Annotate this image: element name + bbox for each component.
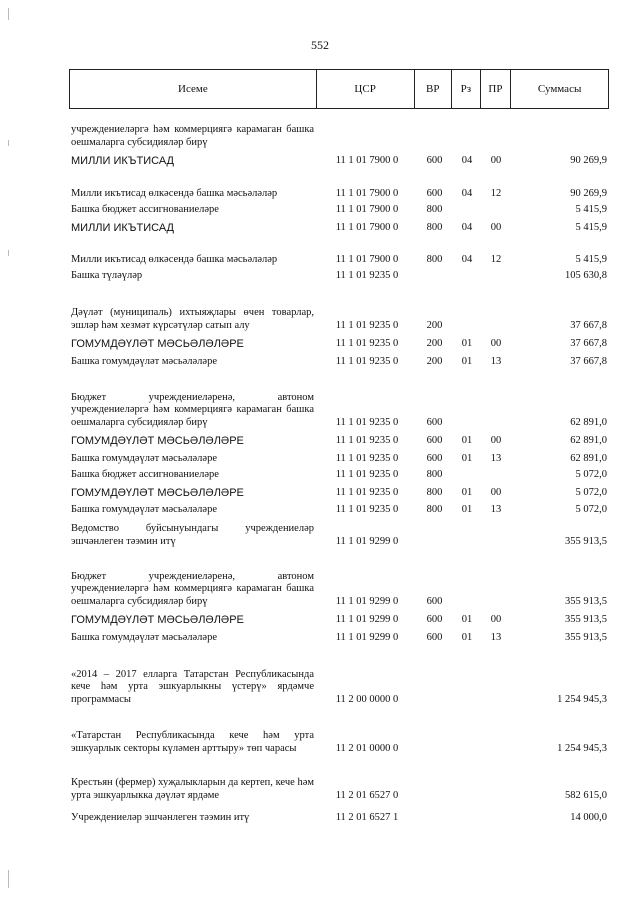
table-row (69, 266, 609, 282)
cell-sum: 14 000,0 (570, 811, 607, 823)
cell-sum: 37 667,8 (570, 319, 607, 331)
table-row (69, 368, 609, 429)
cell-sum: 37 667,8 (570, 337, 607, 349)
margin-mark (8, 250, 9, 256)
cell-vr: 600 (426, 595, 443, 607)
table-row (69, 282, 609, 332)
cell-csr: 11 1 01 7900 0 (335, 253, 399, 265)
table-row (69, 608, 609, 626)
header-sum: Суммасы (510, 70, 608, 108)
cell-pr: 00 (490, 613, 502, 625)
cell-vr: 800 (426, 503, 443, 515)
cell-sum: 90 269,9 (570, 154, 607, 166)
table-row (69, 481, 609, 499)
cell-vr: 600 (426, 631, 443, 643)
cell-rz: 01 (461, 486, 473, 498)
cell-csr: 11 1 01 9235 0 (335, 434, 399, 446)
table-row (69, 200, 609, 216)
cell-vr: 600 (426, 154, 443, 166)
cell-csr: 11 2 00 0000 0 (335, 693, 399, 705)
margin-mark (8, 8, 9, 20)
cell-pr: 00 (490, 434, 502, 446)
cell-csr: 11 1 01 9235 0 (335, 503, 399, 515)
cell-csr: 11 2 01 0000 0 (335, 742, 399, 754)
cell-name: Дәүләт (муниципаль) ихтыяҗлары өчен товарлар, эшләр һәм хезмәт күрсәтүләр сатып алу (71, 307, 314, 331)
cell-csr: 11 1 01 9299 0 (335, 613, 399, 625)
cell-pr: 00 (490, 486, 502, 498)
cell-rz: 04 (461, 187, 473, 199)
table-row (69, 465, 609, 481)
cell-csr: 11 1 01 7900 0 (335, 187, 399, 199)
cell-sum: 37 667,8 (570, 355, 607, 367)
table-header (69, 69, 609, 109)
table-body (69, 109, 609, 824)
cell-csr: 11 1 01 7900 0 (335, 221, 399, 233)
cell-name: Милли икътисад өлкәсендә башка мәсьәләләр (71, 187, 278, 199)
cell-pr: 00 (490, 221, 502, 233)
cell-vr: 600 (426, 187, 443, 199)
table-row (69, 350, 609, 368)
cell-sum: 355 913,5 (565, 613, 607, 625)
cell-pr: 13 (490, 452, 502, 464)
header-rz: Рз (451, 70, 480, 108)
cell-name: «Татарстан Республикасында кече һәм урта эшкуарлык секторы күләмен арттыру» төп чарасы (71, 730, 314, 754)
cell-name: Башка гомумдәүләт мәсьәләләре (71, 355, 217, 367)
cell-name: Бюджет учреждениеләренә, автоном учреждениеләргә һәм коммерциягә карамаган башка оешмаларга субсидияләр бирү (71, 391, 314, 428)
cell-name: учреждениеләргә һәм коммерциягә карамаган башка оешмаларга субсидияләр бирү (71, 124, 314, 148)
cell-rz: 01 (461, 337, 473, 349)
cell-csr: 11 1 01 9299 0 (335, 595, 399, 607)
cell-vr: 600 (426, 613, 443, 625)
cell-sum: 5 415,9 (575, 203, 607, 215)
cell-sum: 62 891,0 (570, 452, 607, 464)
cell-rz: 04 (461, 253, 473, 265)
cell-vr: 600 (426, 452, 443, 464)
table-row (69, 802, 609, 824)
cell-pr: 12 (490, 187, 502, 199)
cell-sum: 5 415,9 (575, 221, 607, 233)
cell-csr: 11 1 01 9235 0 (335, 416, 399, 428)
cell-vr: 200 (426, 355, 443, 367)
header-vr: ВР (414, 70, 452, 108)
margin-mark (8, 870, 9, 888)
cell-csr: 11 2 01 6527 1 (335, 811, 399, 823)
cell-csr: 11 1 01 7900 0 (335, 203, 399, 215)
cell-sum: 5 072,0 (575, 503, 607, 515)
cell-name: ГОМУМДӘҮЛӘТ МӘСЬӘЛӘЛӘРЕ (71, 486, 244, 499)
table-row (69, 548, 609, 608)
cell-name: Башка бюджет ассигнованиеләре (71, 203, 219, 215)
cell-sum: 62 891,0 (570, 434, 607, 446)
cell-csr: 11 1 01 9235 0 (335, 337, 399, 349)
cell-sum: 355 913,5 (565, 631, 607, 643)
cell-name: «2014 – 2017 елларга Татарстан Республикасында кече һәм урта эшкуарлыкны үстерү» ярдәмче программасы (71, 668, 314, 705)
cell-vr: 600 (426, 434, 443, 446)
cell-sum: 90 269,9 (570, 187, 607, 199)
cell-rz: 01 (461, 434, 473, 446)
table-row (69, 755, 609, 802)
table-row (69, 516, 609, 548)
cell-vr: 800 (426, 468, 443, 480)
cell-name: Башка бюджет ассигнованиеләре (71, 468, 219, 480)
cell-vr: 800 (426, 253, 443, 265)
cell-sum: 5 072,0 (575, 486, 607, 498)
cell-pr: 00 (490, 337, 502, 349)
cell-name: Крестьян (фермер) хуҗалыкларын да кертеп, кече һәм урта эшкуарлыкка дәүләт ярдәме (71, 777, 314, 801)
header-pr: ПР (480, 70, 511, 108)
table-row (69, 447, 609, 465)
cell-sum: 355 913,5 (565, 535, 607, 547)
cell-rz: 04 (461, 154, 473, 166)
cell-rz: 01 (461, 503, 473, 515)
cell-name: Милли икътисад өлкәсендә башка мәсьәләләр (71, 253, 278, 265)
cell-sum: 105 630,8 (565, 269, 607, 281)
cell-vr: 800 (426, 203, 443, 215)
cell-name: ГОМУМДӘҮЛӘТ МӘСЬӘЛӘЛӘРЕ (71, 337, 244, 350)
cell-name: Ведомство буйсынуындагы учреждениеләр эшчәнлеген тәэмин итү (71, 523, 314, 547)
cell-csr: 11 1 01 7900 0 (335, 154, 399, 166)
cell-name: ГОМУМДӘҮЛӘТ МӘСЬӘЛӘЛӘРЕ (71, 434, 244, 447)
cell-name: Башка гомумдәүләт мәсьәләләре (71, 452, 217, 464)
cell-sum: 5 072,0 (575, 468, 607, 480)
cell-vr: 200 (426, 319, 443, 331)
table-row (69, 644, 609, 706)
cell-vr: 200 (426, 337, 443, 349)
table-row (69, 499, 609, 516)
cell-name: Башка гомумдәүләт мәсьәләләре (71, 631, 217, 643)
cell-sum: 582 615,0 (565, 789, 607, 801)
cell-csr: 11 2 01 6527 0 (335, 789, 399, 801)
cell-name: МИЛЛИ ИКЪТИСАД (71, 154, 174, 167)
cell-pr: 12 (490, 253, 502, 265)
cell-vr: 800 (426, 221, 443, 233)
cell-vr: 600 (426, 416, 443, 428)
cell-sum: 1 254 945,3 (557, 693, 607, 705)
cell-sum: 355 913,5 (565, 595, 607, 607)
header-csr: ЦСР (316, 70, 414, 108)
cell-csr: 11 1 01 9235 0 (335, 319, 399, 331)
cell-pr: 13 (490, 355, 502, 367)
cell-csr: 11 1 01 9235 0 (335, 468, 399, 480)
table-row (69, 234, 609, 266)
budget-table (69, 69, 609, 824)
table-row (69, 626, 609, 644)
margin-mark (8, 140, 9, 146)
cell-sum: 62 891,0 (570, 416, 607, 428)
table-row (69, 167, 609, 200)
table-row (69, 706, 609, 755)
table-row (69, 216, 609, 234)
cell-pr: 00 (490, 154, 502, 166)
table-row (69, 332, 609, 350)
table-row (69, 149, 609, 167)
cell-name: ГОМУМДӘҮЛӘТ МӘСЬӘЛӘЛӘРЕ (71, 613, 244, 626)
cell-csr: 11 1 01 9299 0 (335, 631, 399, 643)
table-row (69, 109, 609, 149)
cell-rz: 01 (461, 355, 473, 367)
cell-name: Бюджет учреждениеләренә, автоном учреждениеләргә һәм коммерциягә карамаган башка оешмаларга субсидияләр бирү (71, 570, 314, 607)
table-row (69, 429, 609, 447)
cell-vr: 800 (426, 486, 443, 498)
cell-csr: 11 1 01 9235 0 (335, 355, 399, 367)
header-name: Исеме (178, 83, 208, 95)
cell-csr: 11 1 01 9235 0 (335, 269, 399, 281)
cell-csr: 11 1 01 9235 0 (335, 452, 399, 464)
cell-sum: 5 415,9 (575, 253, 607, 265)
cell-csr: 11 1 01 9235 0 (335, 486, 399, 498)
cell-rz: 01 (461, 613, 473, 625)
cell-rz: 04 (461, 221, 473, 233)
cell-rz: 01 (461, 631, 473, 643)
cell-name: МИЛЛИ ИКЪТИСАД (71, 221, 174, 234)
cell-name: Башка түләүләр (71, 269, 143, 281)
page-number: 552 (311, 38, 329, 52)
cell-pr: 13 (490, 631, 502, 643)
cell-pr: 13 (490, 503, 502, 515)
cell-rz: 01 (461, 452, 473, 464)
cell-sum: 1 254 945,3 (557, 742, 607, 754)
cell-name: Башка гомумдәүләт мәсьәләләре (71, 503, 217, 515)
cell-csr: 11 1 01 9299 0 (335, 535, 399, 547)
cell-name: Учреждениеләр эшчәнлеген тәэмин итү (71, 811, 250, 823)
